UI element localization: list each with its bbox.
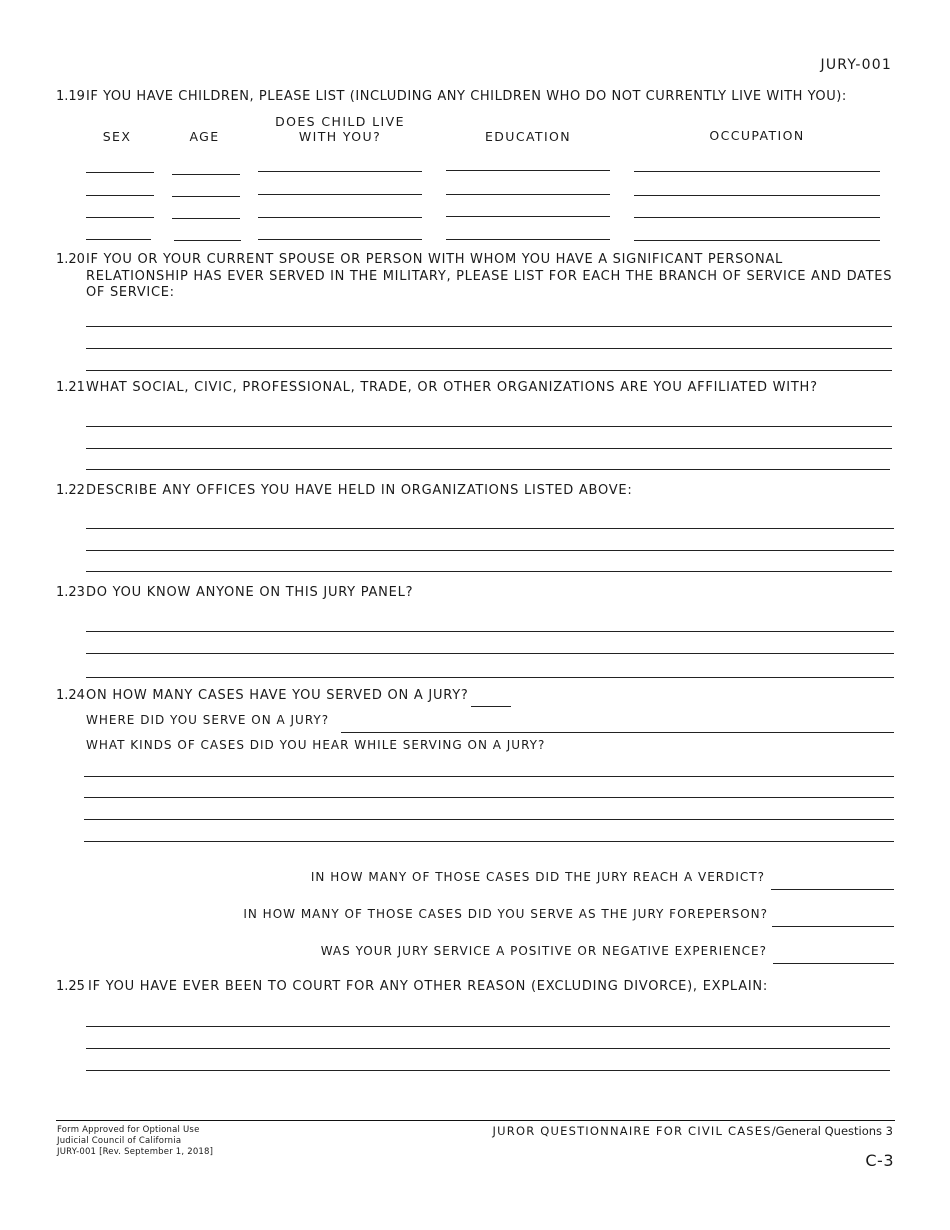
- question-number-1-21: 1.21: [56, 380, 85, 395]
- column-header-lives-line2: WITH YOU?: [298, 129, 382, 144]
- answer-line-1-24-b[interactable]: [84, 797, 894, 798]
- answer-line-1-23-b[interactable]: [86, 653, 894, 654]
- answer-line-1-25-c[interactable]: [86, 1070, 890, 1071]
- question-number-1-19: 1.19: [56, 89, 85, 104]
- answer-line-1-25-a[interactable]: [86, 1026, 890, 1027]
- child-4-education-field[interactable]: [446, 239, 610, 240]
- kinds-of-cases-label: WHAT KINDS OF CASES DID YOU HEAR WHILE SERVING ON A JURY?: [86, 738, 546, 752]
- verdict-question-label: IN HOW MANY OF THOSE CASES DID THE JURY REACH A VERDICT?: [310, 870, 765, 884]
- answer-line-1-25-b[interactable]: [86, 1048, 890, 1049]
- answer-line-1-23-c[interactable]: [86, 677, 894, 678]
- child-4-age-field[interactable]: [174, 240, 241, 241]
- answer-line-1-20-b[interactable]: [86, 348, 892, 349]
- question-1-20-line2: RELATIONSHIP HAS EVER SERVED IN THE MILITARY, PLEASE LIST FOR EACH THE BRANCH OF SERVICE AND DATES: [86, 268, 893, 284]
- child-1-lives-field[interactable]: [258, 171, 422, 172]
- answer-line-1-21-c[interactable]: [86, 469, 890, 470]
- child-2-lives-field[interactable]: [258, 194, 422, 195]
- question-1-22-text: DESCRIBE ANY OFFICES YOU HAVE HELD IN ORGANIZATIONS LISTED ABOVE:: [86, 483, 633, 498]
- child-1-age-field[interactable]: [172, 174, 240, 175]
- child-2-sex-field[interactable]: [86, 195, 154, 196]
- column-header-sex: SEX: [102, 129, 132, 144]
- question-number-1-20: 1.20: [56, 252, 85, 267]
- experience-field[interactable]: [773, 963, 894, 964]
- footer-rule: [56, 1120, 895, 1121]
- answer-line-1-20-c[interactable]: [86, 370, 892, 371]
- question-1-25-text: IF YOU HAVE EVER BEEN TO COURT FOR ANY OTHER REASON (EXCLUDING DIVORCE), EXPLAIN:: [88, 979, 769, 994]
- verdict-count-field[interactable]: [771, 889, 894, 890]
- question-1-24-text: ON HOW MANY CASES HAVE YOU SERVED ON A JURY?: [86, 688, 469, 703]
- child-2-age-field[interactable]: [172, 196, 240, 197]
- answer-line-1-22-b[interactable]: [86, 550, 894, 551]
- answer-line-1-24-d[interactable]: [84, 841, 894, 842]
- foreperson-question-label: IN HOW MANY OF THOSE CASES DID YOU SERVE AS THE JURY FOREPERSON?: [243, 907, 768, 921]
- footer-council-text: Judicial Council of California: [57, 1136, 182, 1146]
- footer-revision-text: JURY-001 [Rev. September 1, 2018]: [57, 1147, 214, 1157]
- column-header-education: EDUCATION: [484, 129, 572, 144]
- child-4-lives-field[interactable]: [258, 239, 422, 240]
- foreperson-count-field[interactable]: [772, 926, 894, 927]
- question-1-20-text: [86, 252, 892, 302]
- column-header-lives-with-you: [258, 114, 422, 144]
- question-number-1-22: 1.22: [56, 483, 85, 498]
- child-1-education-field[interactable]: [446, 170, 610, 171]
- child-2-education-field[interactable]: [446, 194, 610, 195]
- question-1-20-line1: IF YOU OR YOUR CURRENT SPOUSE OR PERSON WITH WHOM YOU HAVE A SIGNIFICANT PERSONAL: [86, 252, 783, 267]
- answer-line-1-23-a[interactable]: [86, 631, 894, 632]
- answer-line-1-21-a[interactable]: [86, 426, 892, 427]
- answer-line-1-20-a[interactable]: [86, 326, 892, 327]
- answer-line-1-24-a[interactable]: [84, 776, 894, 777]
- experience-question-label: WAS YOUR JURY SERVICE A POSITIVE OR NEGATIVE EXPERIENCE?: [320, 944, 767, 958]
- question-1-20-line3: OF SERVICE:: [86, 285, 175, 300]
- question-1-23-text: DO YOU KNOW ANYONE ON THIS JURY PANEL?: [86, 585, 414, 600]
- footer-title-rest: /General Questions 3: [771, 1124, 893, 1138]
- child-3-occupation-field[interactable]: [634, 217, 880, 218]
- child-4-sex-field[interactable]: [86, 239, 151, 240]
- column-header-occupation: OCCUPATION: [709, 128, 805, 143]
- question-number-1-23: 1.23: [56, 585, 85, 600]
- where-served-field[interactable]: [341, 732, 894, 733]
- child-2-occupation-field[interactable]: [634, 195, 880, 196]
- answer-line-1-24-c[interactable]: [84, 819, 894, 820]
- question-number-1-25: 1.25: [56, 979, 85, 994]
- form-id: JURY-001: [820, 57, 892, 73]
- footer-approval: [57, 1125, 213, 1158]
- question-number-1-24: 1.24: [56, 688, 85, 703]
- column-header-lives-line1: DOES CHILD LIVE: [275, 114, 405, 129]
- answer-line-1-22-a[interactable]: [86, 528, 894, 529]
- child-1-occupation-field[interactable]: [634, 171, 880, 172]
- child-3-sex-field[interactable]: [86, 217, 154, 218]
- footer-page-code: C-3: [865, 1151, 894, 1170]
- footer-approved-text: Form Approved for Optional Use: [57, 1125, 200, 1135]
- question-1-21-text: WHAT SOCIAL, CIVIC, PROFESSIONAL, TRADE, OR OTHER ORGANIZATIONS ARE YOU AFFILIATED WITH?: [86, 380, 818, 395]
- footer-form-title: [493, 1124, 893, 1138]
- child-1-sex-field[interactable]: [86, 172, 154, 173]
- question-1-19-text: IF YOU HAVE CHILDREN, PLEASE LIST (INCLUDING ANY CHILDREN WHO DO NOT CURRENTLY LIVE WITH YOU):: [86, 89, 847, 104]
- answer-line-1-21-b[interactable]: [86, 448, 892, 449]
- where-served-label: WHERE DID YOU SERVE ON A JURY?: [86, 713, 330, 727]
- child-4-occupation-field[interactable]: [634, 240, 880, 241]
- answer-line-1-22-c[interactable]: [86, 571, 892, 572]
- column-header-age: AGE: [189, 129, 220, 144]
- child-3-age-field[interactable]: [172, 218, 240, 219]
- jury-cases-count-field[interactable]: [471, 706, 511, 707]
- child-3-education-field[interactable]: [446, 216, 610, 217]
- child-3-lives-field[interactable]: [258, 217, 422, 218]
- footer-title-caps: JUROR QUESTIONNAIRE FOR CIVIL CASES: [492, 1124, 772, 1138]
